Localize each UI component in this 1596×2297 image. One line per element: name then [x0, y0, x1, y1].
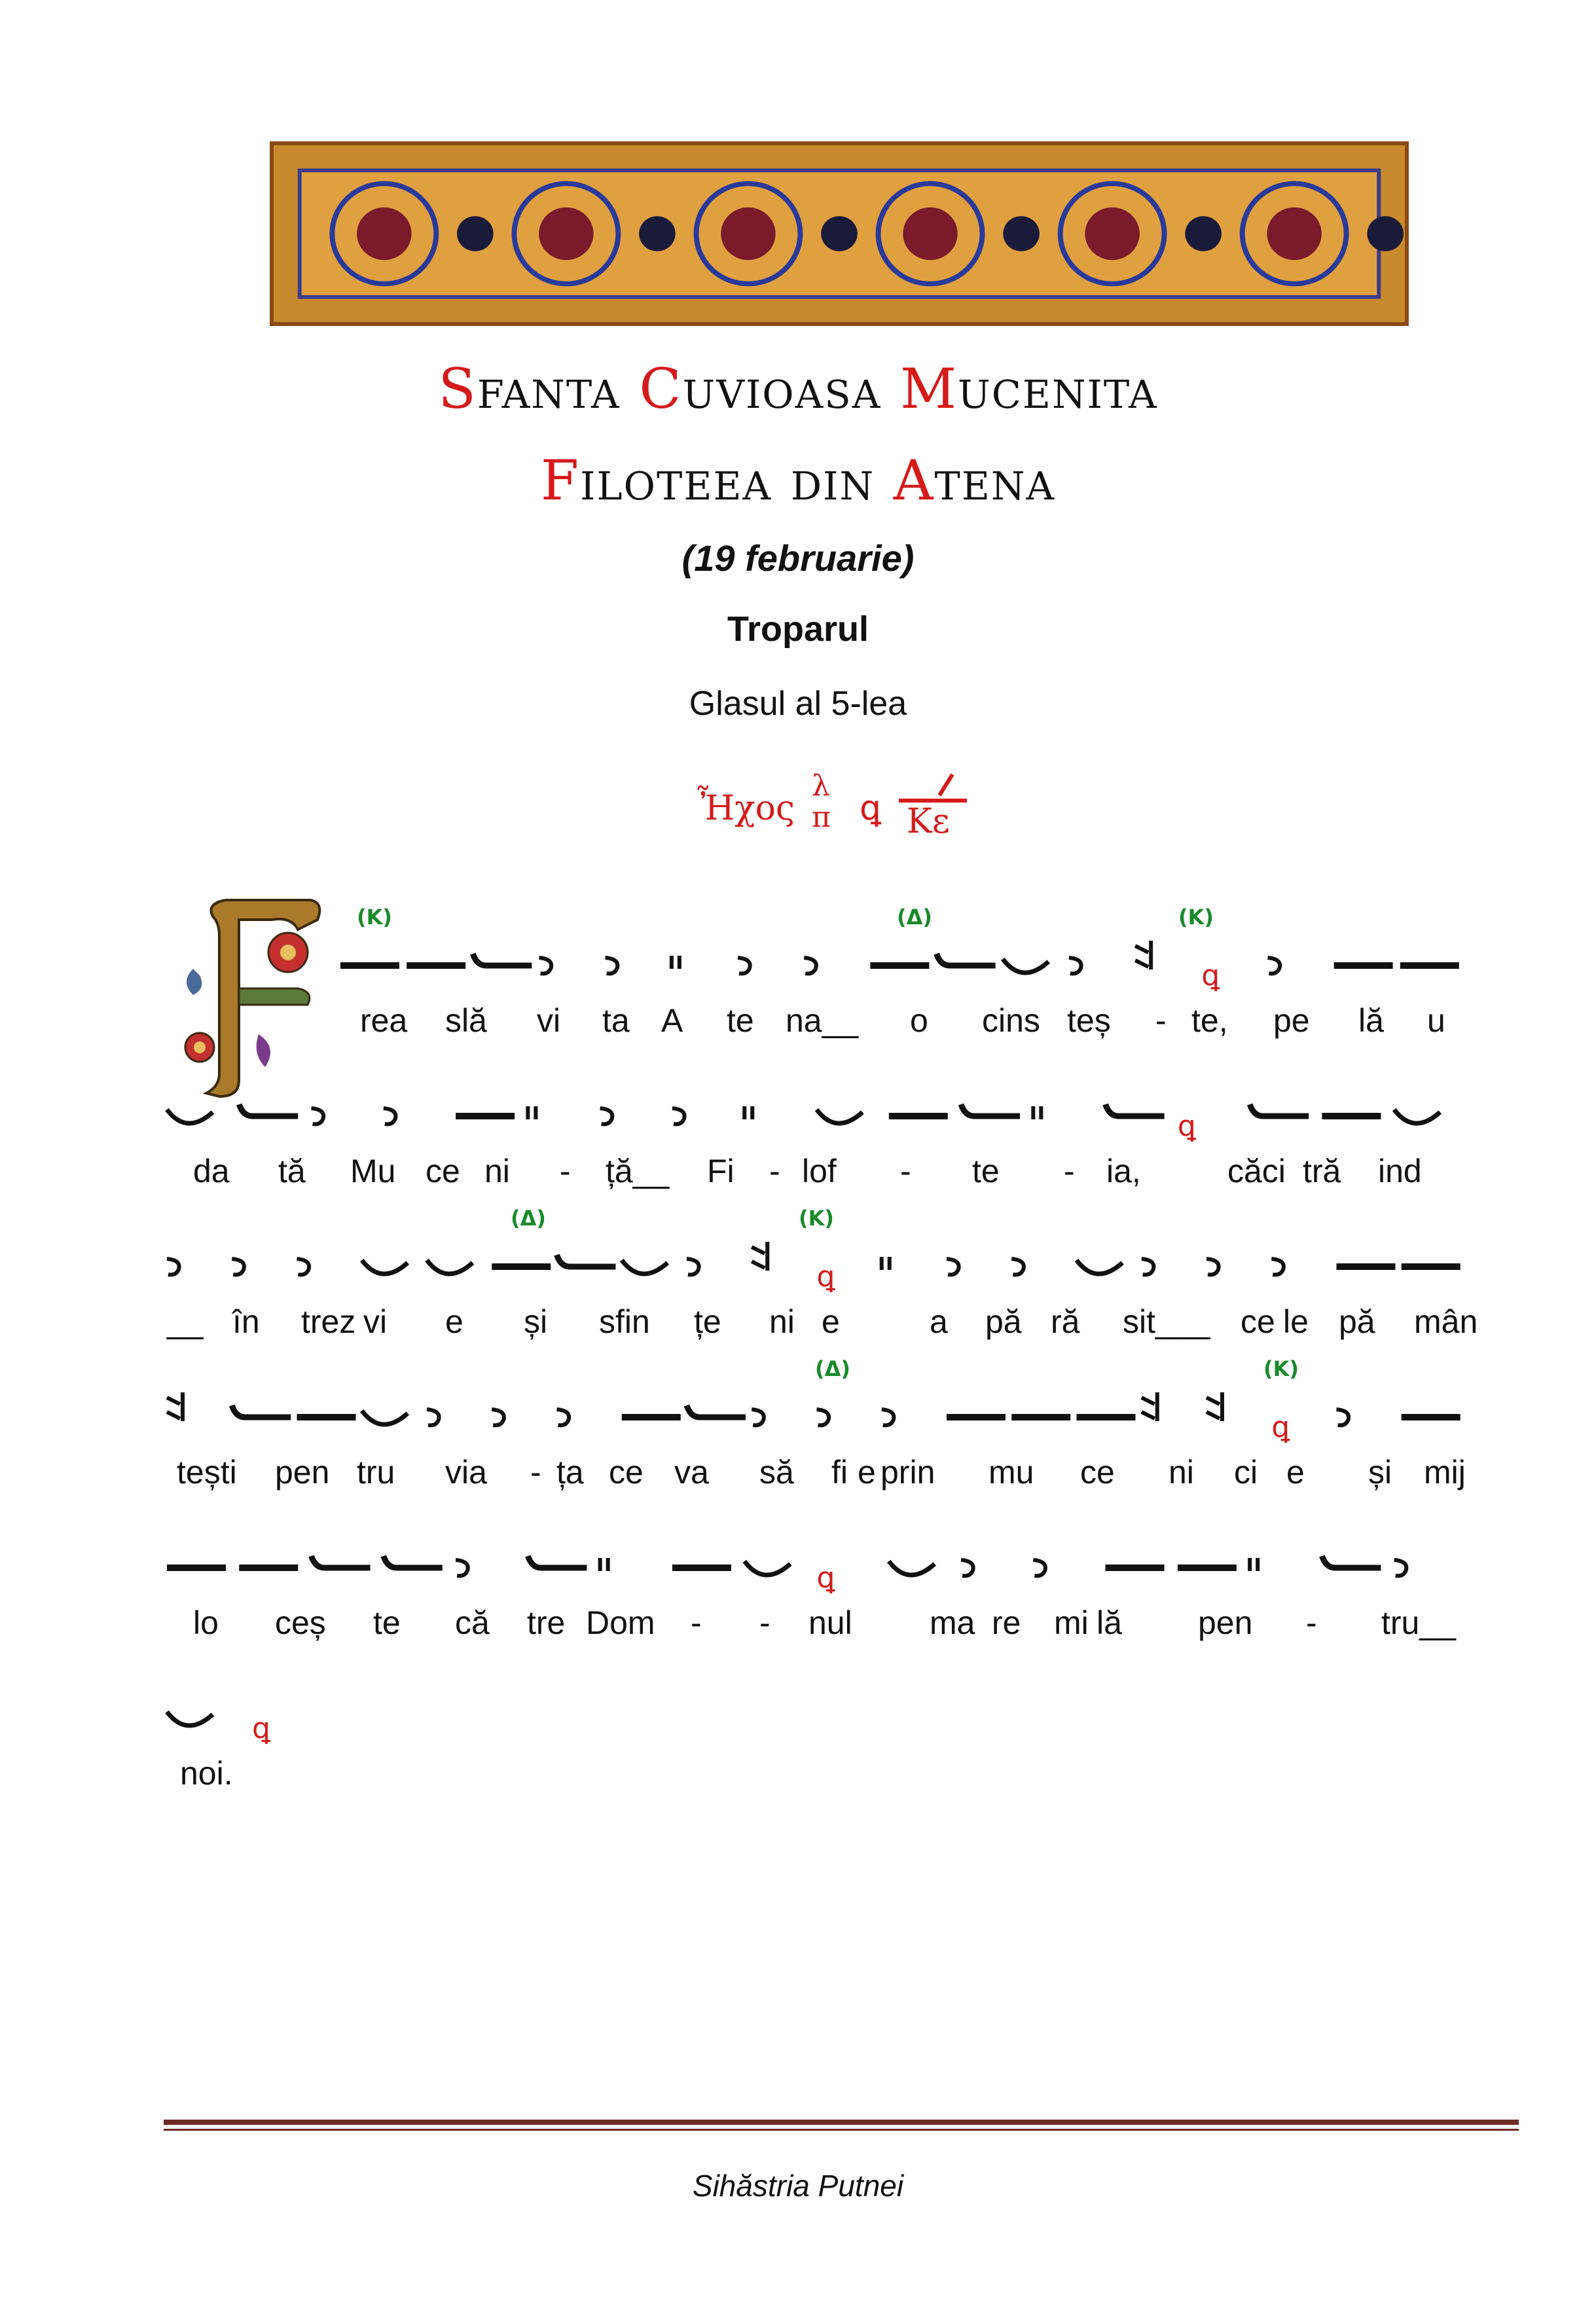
lyric-syllable: că [455, 1604, 490, 1641]
echos-mart-bottom: π [812, 801, 831, 834]
neume-yporroi [1003, 959, 1049, 973]
lyric-syllable: ia, [1106, 1153, 1141, 1189]
lyric-syllable: a [930, 1303, 948, 1340]
lyric-syllable: A [661, 1002, 683, 1039]
neume-klasma [1250, 1558, 1258, 1571]
neume-apostrophos [427, 1409, 439, 1425]
lyric-syllable: e [1286, 1454, 1305, 1491]
lyric-syllable: trez [301, 1303, 356, 1340]
lyric-syllable: pe [1273, 1002, 1310, 1039]
mode-label: Glasul al 5-lea [689, 685, 907, 723]
lyric-syllable: ță__ [606, 1153, 670, 1189]
lyric-syllable: rea [360, 1002, 408, 1039]
lyric-syllable: - [1155, 1002, 1167, 1039]
lyric-syllable: e [822, 1303, 840, 1340]
neume-apostrophos [312, 1108, 324, 1124]
martyria-marker: (Δ) [511, 1206, 547, 1231]
echos-mart-2: ꝗ [860, 789, 882, 828]
neume-yporroi [744, 1561, 790, 1575]
neume-apostrophos [1142, 1259, 1154, 1275]
lyric-syllable: lă [1097, 1604, 1122, 1641]
lyric-syllable: Dom [586, 1604, 655, 1641]
banner-flower [903, 208, 957, 260]
neume-apostrophos [1267, 958, 1280, 973]
lyric-syllable: - [759, 1604, 771, 1641]
lyric-syllable: ni [484, 1153, 510, 1189]
banner-flower [721, 208, 775, 260]
neume-apostrophos [752, 1409, 764, 1425]
neume-apostrophos [600, 1108, 613, 1124]
lyric-syllable: ră [1051, 1303, 1080, 1340]
lyric-syllable: - [560, 1153, 571, 1189]
neume-yporroi [622, 1260, 668, 1274]
lyric-syllable: și [1368, 1454, 1392, 1491]
neume-apostrophos [1011, 1259, 1024, 1275]
lyric-syllable: __ [167, 1303, 204, 1340]
neume-martyria-red: ꝗ [1271, 1411, 1290, 1444]
lyric-syllable: Mu [350, 1153, 396, 1189]
title-word: Cuvioasa [639, 357, 882, 421]
banner-leaf [457, 216, 494, 251]
neume-petaste [384, 1556, 443, 1568]
title-word: Sfanta [438, 357, 621, 421]
neume-yporroi [1394, 1110, 1440, 1123]
neume-martyria-red: ꝗ [816, 1260, 835, 1293]
banner-flower [539, 208, 593, 260]
neume-line [0, 1519, 1596, 1617]
martyria-marker: (Κ) [799, 1206, 835, 1231]
lyric-syllable: mân [1414, 1303, 1478, 1340]
neume-martyria-red: ꝗ [816, 1561, 835, 1595]
neume-petaste [1106, 1104, 1165, 1116]
title-word: Filoteea [540, 448, 772, 513]
neume-martyria-red: ꝗ [252, 1712, 270, 1745]
lyric-syllable: Fi [707, 1153, 735, 1189]
lyric-syllable: ce [1080, 1454, 1115, 1491]
lyric-syllable: țe [694, 1303, 721, 1340]
neume-line [0, 1218, 1596, 1316]
neume-apostrophos [961, 1560, 973, 1576]
martyria-marker: (Δ) [897, 905, 933, 930]
lyric-syllable: lof [802, 1153, 837, 1189]
neume-apostrophos [817, 1409, 829, 1425]
neume-apostrophos [232, 1259, 244, 1275]
neume-petaste [1250, 1104, 1309, 1116]
lyric-syllable: căci [1227, 1153, 1286, 1189]
neume-apostrophos [947, 1259, 959, 1275]
neume-apostrophos [557, 1409, 570, 1425]
title-line-1 [0, 357, 1596, 421]
title-word: Atena [893, 448, 1056, 513]
lyric-syllable: te [373, 1604, 401, 1641]
lyric-syllable: - [530, 1454, 541, 1491]
lyric-syllable: noi. [180, 1755, 233, 1792]
lyric-syllable: slă [445, 1002, 487, 1039]
neume-martyria-red: ꝗ [1177, 1110, 1196, 1143]
neume-line [0, 1368, 1596, 1466]
lyric-syllable: nul [808, 1604, 852, 1641]
lyric-syllable: prin [880, 1454, 935, 1491]
lyric-syllable: e [858, 1454, 876, 1491]
lyric-syllable: - [1064, 1153, 1075, 1189]
neume-klasma [882, 1257, 890, 1270]
neume-petaste [528, 1556, 587, 1568]
lyric-syllable: ci [1234, 1454, 1258, 1491]
lyric-syllable: lo [193, 1604, 219, 1641]
lyric-syllable: ce [609, 1454, 644, 1491]
lyric-syllable: e [445, 1303, 463, 1340]
echos-overline [894, 769, 972, 808]
banner-leaf [639, 216, 676, 251]
lyric-syllable: le [1283, 1303, 1309, 1340]
neume-petaste [473, 954, 532, 966]
lyric-syllable: să [759, 1454, 794, 1491]
lyric-syllable: ma [930, 1604, 975, 1641]
title-word: din [790, 448, 875, 513]
banner-leaf [1367, 216, 1404, 251]
lyric-syllable: ni [769, 1303, 795, 1340]
neume-klasma [600, 1558, 608, 1571]
neume-apostrophos [297, 1259, 310, 1275]
echos-signature [697, 769, 972, 854]
lyric-syllable: pă [1339, 1303, 1375, 1340]
lyric-syllable: mi [1054, 1604, 1089, 1641]
lyric-syllable: re [992, 1604, 1021, 1641]
neume-petaste [239, 1104, 298, 1116]
score-line [0, 1519, 1596, 1669]
lyric-syllable: tru [357, 1454, 395, 1491]
neume-petaste [961, 1104, 1020, 1116]
echos-label: Ἦχος [697, 789, 795, 828]
neume-apostrophos [738, 958, 750, 973]
neume-martyria-red: ꝗ [1201, 959, 1220, 992]
neume-yporroi [1077, 1260, 1123, 1274]
neume-yporroi [167, 1712, 213, 1726]
lyric-syllable: cins [982, 1002, 1040, 1039]
neume-petaste [937, 954, 996, 966]
neume-apostrophos [539, 958, 552, 973]
neume-apostrophos [672, 1108, 685, 1124]
lyric-syllable: și [524, 1303, 548, 1340]
echos-mart-3: Κε [907, 802, 950, 841]
neume-apostrophos [687, 1259, 699, 1275]
neume-apostrophos [456, 1560, 468, 1576]
neume-kentimata [1135, 941, 1151, 969]
neume-apostrophos [1337, 1409, 1349, 1425]
neume-apostrophos [882, 1409, 894, 1425]
neume-apostrophos [1033, 1560, 1045, 1576]
neume-yporroi [817, 1110, 863, 1123]
score-line [0, 1669, 1596, 1820]
martyria-marker: (Κ) [357, 905, 393, 930]
title-line-2 [0, 448, 1596, 513]
neume-apostrophos [492, 1409, 504, 1425]
neume-apostrophos [1206, 1259, 1219, 1275]
neume-line [0, 1067, 1596, 1165]
lyric-syllable: pen [275, 1454, 330, 1491]
hymn-type: Troparul [727, 609, 869, 649]
neume-apostrophos [1271, 1259, 1284, 1275]
lyric-syllable: te, [1191, 1002, 1228, 1039]
lyric-syllable: ind [1378, 1153, 1422, 1189]
lyric-syllable: - [769, 1153, 780, 1189]
footer-text: Sihăstria Putnei [692, 2169, 904, 2203]
echos-mart-top: λ [812, 769, 830, 803]
neume-kentimata [1206, 1392, 1222, 1421]
lyric-syllable: - [691, 1604, 702, 1641]
neume-apostrophos [1069, 958, 1081, 973]
banner-leaf [1003, 216, 1040, 251]
martyria-marker: (Κ) [1178, 905, 1214, 930]
neume-apostrophos [606, 958, 618, 973]
banner-leaf [1185, 216, 1222, 251]
lyric-syllable: vi [363, 1303, 388, 1340]
lyric-syllable: fi [831, 1454, 848, 1491]
banner-flower [1267, 208, 1321, 260]
score-line [0, 905, 1596, 1067]
neume-kentimata [1142, 1392, 1157, 1421]
score-line [0, 1067, 1596, 1218]
neume-apostrophos [167, 1259, 179, 1275]
neume-petaste [232, 1405, 291, 1417]
neume-petaste [312, 1556, 371, 1568]
footer-rule-thin [164, 2129, 1519, 2131]
lyric-syllable: ta [602, 1002, 630, 1039]
neume-kentimata [752, 1242, 767, 1271]
banner-flower [1085, 208, 1139, 260]
neume-yporroi [167, 1110, 213, 1123]
neume-line [0, 1669, 1596, 1767]
neume-yporroi [362, 1411, 408, 1424]
lyric-syllable: pen [1198, 1604, 1253, 1641]
score-line [0, 1206, 1596, 1368]
neume-yporroi [362, 1260, 408, 1274]
lyric-syllable: ni [1169, 1454, 1194, 1491]
lyric-syllable: ce [426, 1153, 460, 1189]
lyric-syllable: tești [177, 1454, 237, 1491]
lyric-syllable: o [910, 1002, 928, 1039]
score-line [0, 1356, 1596, 1519]
lyric-syllable: teș [1067, 1002, 1111, 1039]
lyric-syllable: vi [537, 1002, 561, 1039]
neume-line [0, 916, 1596, 1015]
martyria-marker: (Δ) [815, 1356, 851, 1381]
title-word: Mucenita [900, 357, 1158, 421]
lyric-syllable: - [1306, 1604, 1317, 1641]
lyric-syllable: te [972, 1153, 1000, 1189]
neume-petaste [557, 1255, 616, 1267]
lyric-syllable: tă [278, 1153, 306, 1189]
neume-klasma [672, 956, 680, 969]
lyric-syllable: da [193, 1153, 230, 1189]
lyric-syllable: tru__ [1381, 1604, 1456, 1641]
lyric-syllable: lă [1358, 1002, 1384, 1039]
feast-date: (19 februarie) [681, 537, 915, 579]
lyric-syllable: în [232, 1303, 260, 1340]
banner-leaf [821, 216, 858, 251]
lyric-syllable: ceș [275, 1604, 326, 1641]
lyric-syllable: tre [527, 1604, 566, 1641]
neume-petaste [1322, 1556, 1381, 1568]
lyric-syllable: mij [1424, 1454, 1466, 1491]
lyric-syllable: ța [556, 1454, 584, 1491]
lyric-syllable: va [674, 1454, 709, 1491]
neume-klasma [1033, 1106, 1041, 1119]
neume-apostrophos [384, 1108, 396, 1124]
lyric-syllable: sit___ [1123, 1303, 1210, 1340]
lyric-syllable: u [1427, 1002, 1445, 1039]
neume-kentimata [167, 1392, 183, 1421]
lyric-syllable: na__ [786, 1002, 859, 1039]
neume-klasma [744, 1106, 752, 1119]
ornamental-banner [270, 141, 1409, 326]
lyric-syllable: - [900, 1153, 911, 1189]
lyric-syllable: mu [988, 1454, 1034, 1491]
neume-klasma [528, 1106, 535, 1119]
footer-rule [164, 2120, 1519, 2125]
lyric-syllable: tră [1303, 1153, 1341, 1189]
neume-yporroi [889, 1561, 935, 1575]
neume-petaste [687, 1405, 746, 1417]
banner-flower [357, 208, 411, 260]
lyric-syllable: via [445, 1454, 487, 1491]
lyric-syllable: ce [1241, 1303, 1275, 1340]
neume-apostrophos [1394, 1560, 1407, 1576]
lyric-syllable: pă [985, 1303, 1022, 1340]
martyria-marker: (Κ) [1263, 1356, 1299, 1381]
neume-apostrophos [804, 958, 816, 973]
lyric-syllable: sfin [599, 1303, 650, 1340]
neume-yporroi [427, 1260, 473, 1274]
lyric-syllable: te [727, 1002, 754, 1039]
